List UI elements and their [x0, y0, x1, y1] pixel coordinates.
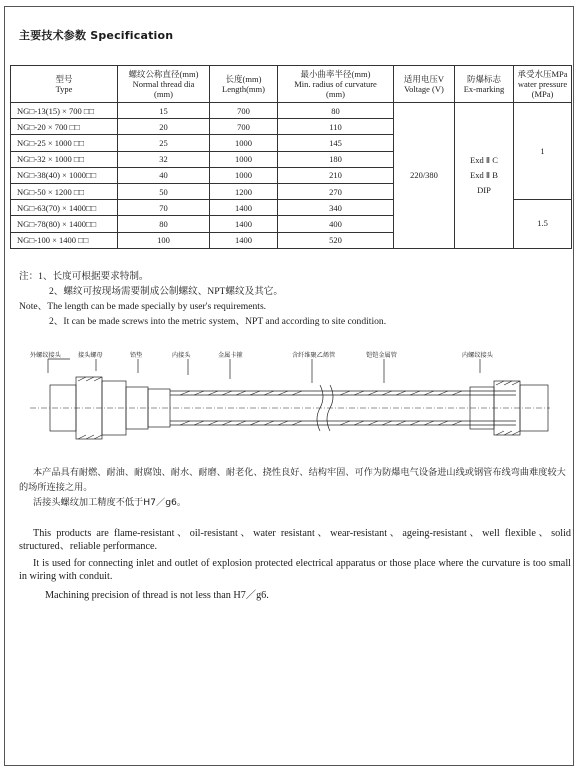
cell-length: 700: [210, 119, 278, 135]
note-cn-1: 注：1、长度可根据要求特制。: [19, 271, 149, 282]
diagram-label: 铅垫: [130, 352, 143, 359]
diagram-label: 含纤维聚乙烯管: [292, 352, 336, 359]
header-voltage: 适用电压V Voltage (V): [394, 66, 455, 103]
description-en: [19, 527, 571, 602]
note-en-1: Note、The length can be made specially by user's requirements.: [19, 301, 267, 312]
table-row: [11, 103, 572, 119]
cell-pressure-1: 1: [514, 103, 572, 200]
cell-dia: 32: [118, 151, 210, 167]
description-en-p2: It is used for connecting inlet and outlet of explosion protected electrical apparatus or those place where the curvature is too small in wiring with conduit.: [19, 558, 571, 582]
diagram-label: 接头螺母: [78, 352, 103, 359]
spec-table: [10, 65, 572, 249]
diagram-label: 内螺纹接头: [462, 352, 493, 359]
spec-page: [4, 6, 574, 766]
cell-length: 1000: [210, 167, 278, 183]
cell-length: 1200: [210, 183, 278, 199]
cell-radius: 210: [278, 167, 394, 183]
header-water-pressure: 承受水压MPa water pressure (MPa): [514, 66, 572, 103]
cell-type: NG□-20 × 700 □□: [11, 119, 118, 135]
cell-length: 1400: [210, 200, 278, 216]
note-en-2: 2、It can be made screws into the metric system、NPT and according to site condition.: [49, 316, 387, 327]
description-en-p1: This products are flame-resistant、oil-resistant、water resistant、wear-resistant、ageing-resistant、well flexible、solid structured、reliable performance.: [19, 528, 571, 552]
diagram-label: 金属卡箍: [218, 352, 243, 359]
cell-dia: 100: [118, 232, 210, 248]
cell-type: NG□-63(70) × 1400□□: [11, 200, 118, 216]
description-en-p3: Machining precision of thread is not less than H7／g6.: [45, 590, 269, 601]
cell-type: NG□-13(15) × 700 □□: [11, 103, 118, 119]
cell-dia: 40: [118, 167, 210, 183]
description-cn-p1: 本产品具有耐燃、耐油、耐腐蚀、耐水、耐磨、耐老化、挠性良好、结构牢固、可作为防爆电气设备进山线或钢管布线弯曲难度较大的场所连接之用。: [19, 467, 566, 493]
cell-pressure-2: 1.5: [514, 200, 572, 249]
note-cn-2: 2、螺纹可按现场需要制成公制螺纹、NPT螺纹及其它。: [49, 286, 283, 297]
cell-dia: 20: [118, 119, 210, 135]
cell-length: 1000: [210, 151, 278, 167]
cell-radius: 340: [278, 200, 394, 216]
description-cn-p2: 活接头螺纹加工精度不低于H7／g6。: [33, 497, 187, 508]
cell-dia: 70: [118, 200, 210, 216]
cell-type: NG□-78(80) × 1400□□: [11, 216, 118, 232]
cell-dia: 50: [118, 183, 210, 199]
cell-radius: 400: [278, 216, 394, 232]
table-header-row: [11, 66, 572, 103]
cell-dia: 15: [118, 103, 210, 119]
diagram-label: 内接头: [172, 352, 191, 359]
cell-voltage: 220/380: [394, 103, 455, 249]
diagram-label: 外螺纹接头: [30, 352, 61, 359]
cell-radius: 80: [278, 103, 394, 119]
cell-dia: 25: [118, 135, 210, 151]
cell-type: NG□-25 × 1000 □□: [11, 135, 118, 151]
cell-type: NG□-32 × 1000 □□: [11, 151, 118, 167]
cell-radius: 180: [278, 151, 394, 167]
cell-length: 700: [210, 103, 278, 119]
header-ex-marking: 防爆标志 Ex-marking: [455, 66, 514, 103]
cell-dia: 80: [118, 216, 210, 232]
description-cn: [19, 465, 569, 510]
cell-radius: 110: [278, 119, 394, 135]
cell-type: NG□-38(40) × 1000□□: [11, 167, 118, 183]
cell-radius: 145: [278, 135, 394, 151]
ex-marking-line: DIP: [477, 184, 491, 195]
cell-length: 1000: [210, 135, 278, 151]
notes-block: [19, 269, 567, 329]
cell-length: 1400: [210, 232, 278, 248]
cell-ex-marking: [455, 103, 514, 249]
diagram-label: 铠铠金属管: [366, 352, 397, 359]
ex-marking-line: Exd Ⅱ C: [470, 154, 498, 165]
header-thread-dia: 螺纹公称直径(mm) Normal thread dia (mm): [118, 66, 210, 103]
conduit-assembly-diagram: [30, 351, 550, 441]
header-type: 型号 Type: [11, 66, 118, 103]
cell-radius: 520: [278, 232, 394, 248]
cell-type: NG□-100 × 1400 □□: [11, 232, 118, 248]
cell-type: NG□-50 × 1200 □□: [11, 183, 118, 199]
cell-length: 1400: [210, 216, 278, 232]
header-min-radius: 最小曲率半径(mm) Min. radius of curvature (mm): [278, 66, 394, 103]
ex-marking-line: Exd Ⅱ B: [470, 169, 498, 180]
header-length: 长度(mm) Length(mm): [210, 66, 278, 103]
cell-radius: 270: [278, 183, 394, 199]
page-title: 主要技术参数 Specification: [19, 29, 174, 42]
